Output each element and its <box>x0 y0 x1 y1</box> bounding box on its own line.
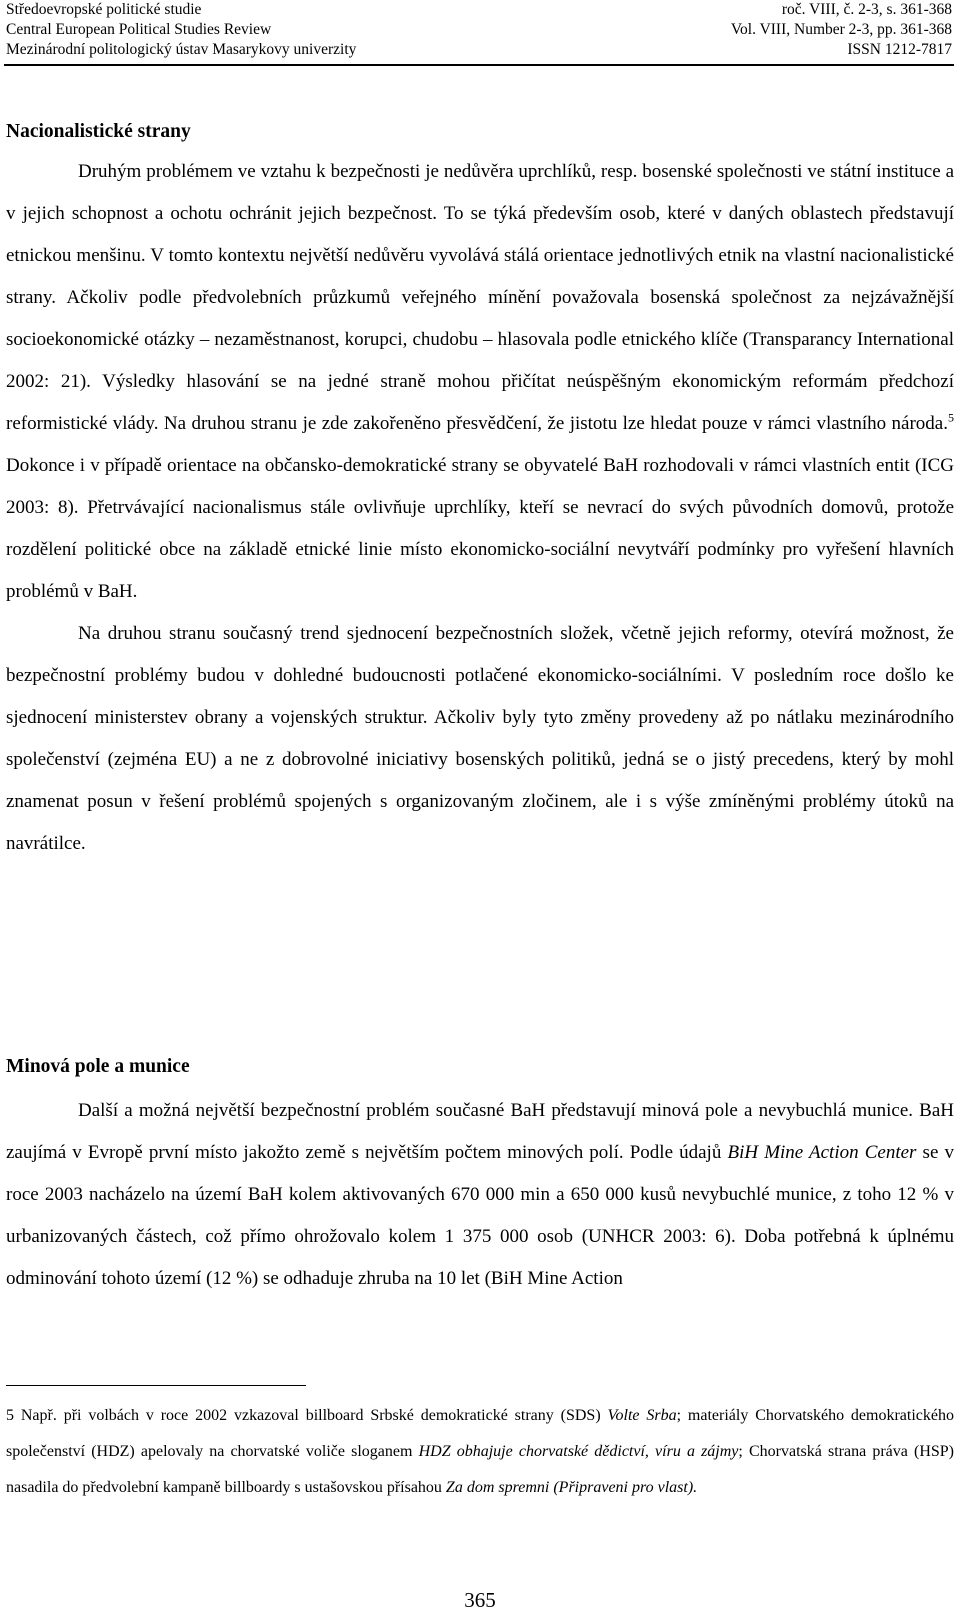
paragraph-text-continued: se v roce 2003 nacházelo na území BaH kolem aktivovaných 670 000 min a 650 000 kusů nevybuchlé munice, z toho 12 % v urbanizovaných částech, což přímo ohrožovalo kolem 1 375 000 osob (UNHCR 2003: 6). Doba potřebná k úplnému odminování tohoto území (12 %) se odhaduje zhruba na 10 let (BiH Mine Action <box>6 1142 954 1289</box>
header-row-2 <box>6 20 952 40</box>
publisher: Mezinárodní politologický ústav Masarykovy univerzity <box>6 41 357 58</box>
paragraph-text-continued: Dokonce i v případě orientace na občansko-demokratické strany se obyvatelé BaH rozhodovali v rámci vlastních entit (ICG 2003: 8). Přetrvávající nacionalismus stále ovlivňuje uprchlíky, kteří se nevrací do svých původních domovů, protože rozdělení politické obce na základě etnické linie místo ekonomicko-sociální nevytváří podmínky pro vyřešení hlavních problémů v BaH. <box>6 455 954 602</box>
footnote-divider <box>6 1385 306 1386</box>
volume-en: Vol. VIII, Number 2-3, pp. 361-368 <box>730 21 952 38</box>
footnote-text: ; Chorvatská strana práva (HSP) nasadila do předvolební kampaně billboardy s ustašovskou přísahou <box>6 1443 955 1496</box>
section-body-nationalist-parties <box>6 151 954 865</box>
paragraph <box>6 151 954 613</box>
section-heading-minefields: Minová pole a munice <box>6 1056 190 1077</box>
issn: ISSN 1212-7817 <box>847 41 952 58</box>
section-heading-nationalist-parties: Nacionalistické strany <box>6 121 191 142</box>
header-row-1 <box>6 0 952 20</box>
footnote-text: ; materiály Chorvatského demokratického společenství (HDZ) apelovaly na chorvatské voliče sloganem <box>6 1407 955 1460</box>
header-divider <box>4 64 954 66</box>
footnote-slogan-hsp: Za dom spremni (Připraveni pro vlast). <box>445 1479 698 1496</box>
footnote-number: 5 <box>6 1407 14 1424</box>
footnote-slogan-hdz: HDZ obhajuje chorvatské dědictví, víru a zájmy <box>418 1443 739 1460</box>
volume-cz: roč. VIII, č. 2-3, s. 361-368 <box>781 1 952 18</box>
footnote-slogan-sds: Volte Srba <box>607 1407 677 1424</box>
paragraph <box>6 1090 954 1300</box>
footnote <box>6 1398 954 1506</box>
paragraph: Na druhou stranu současný trend sjednocení bezpečnostních složek, včetně jejich reformy, otevírá možnost, že bezpečnostní problémy budou v dohledné budoucnosti potlačené ekonomicko-sociálními. V posledním roce došlo ke sjednocení ministerstev obrany a vojenských struktur. Ačkoliv byly tyto změny provedeny až po nátlaku mezinárodního společenství (zejména EU) a ne z dobrovolné iniciativy bosenských politiků, jedná se o jistý precedens, který by mohl znamenat posun v řešení problémů spojených s organizovaným zločinem, ale i s výše zmíněnými problémy útoků na navrátilce. <box>6 623 954 854</box>
paragraph-text: Druhým problémem ve vztahu k bezpečnosti je nedůvěra uprchlíků, resp. bosenské společnosti ve státní instituce a v jejich schopnost a ochotu ochránit jejich bezpečnost. To se týká především osob, které v daných oblastech představují etnickou menšinu. V tomto kontextu největší nedůvěru vyvolává stálá orientace jednotlivých etnik na vlastní nacionalistické strany. Ačkoliv podle předvolebních průzkumů veřejného mínění považovala bosenská společnost za nejzávažnější socioekonomické otázky – nezaměstnanost, korupci, chudobu – hlasovala podle etnického klíče (Transparancy International 2002: 21). Výsledky hlasování se na jedné straně mohou přičítat neúspěšným ekonomickým reformám předchozí reformistické vlády. Na druhou stranu je zde zakořeněno přesvědčení, že jistotu lze hledat pouze v rámci vlastního národa. <box>6 161 954 434</box>
journal-title-cz: Středoevropské politické studie <box>6 1 202 18</box>
header-row-3 <box>6 40 952 60</box>
footnote-reference[interactable]: 5 <box>948 410 954 425</box>
paragraph-text: Další a možná největší bezpečnostní problém současné BaH představují minová pole a nevybuchlá munice. BaH zaujímá v Evropě první místo jakožto země s největším počtem minových polí. Podle údajů <box>6 1100 954 1163</box>
footnote-text: Např. při volbách v roce 2002 vzkazoval billboard Srbské demokratické strany (SDS) <box>14 1407 608 1424</box>
journal-title-en: Central European Political Studies Review <box>6 21 272 38</box>
organization-name: BiH Mine Action Center <box>727 1142 917 1163</box>
section-body-minefields <box>6 1090 954 1300</box>
running-header <box>6 0 952 60</box>
page-number: 365 <box>464 1588 496 1612</box>
